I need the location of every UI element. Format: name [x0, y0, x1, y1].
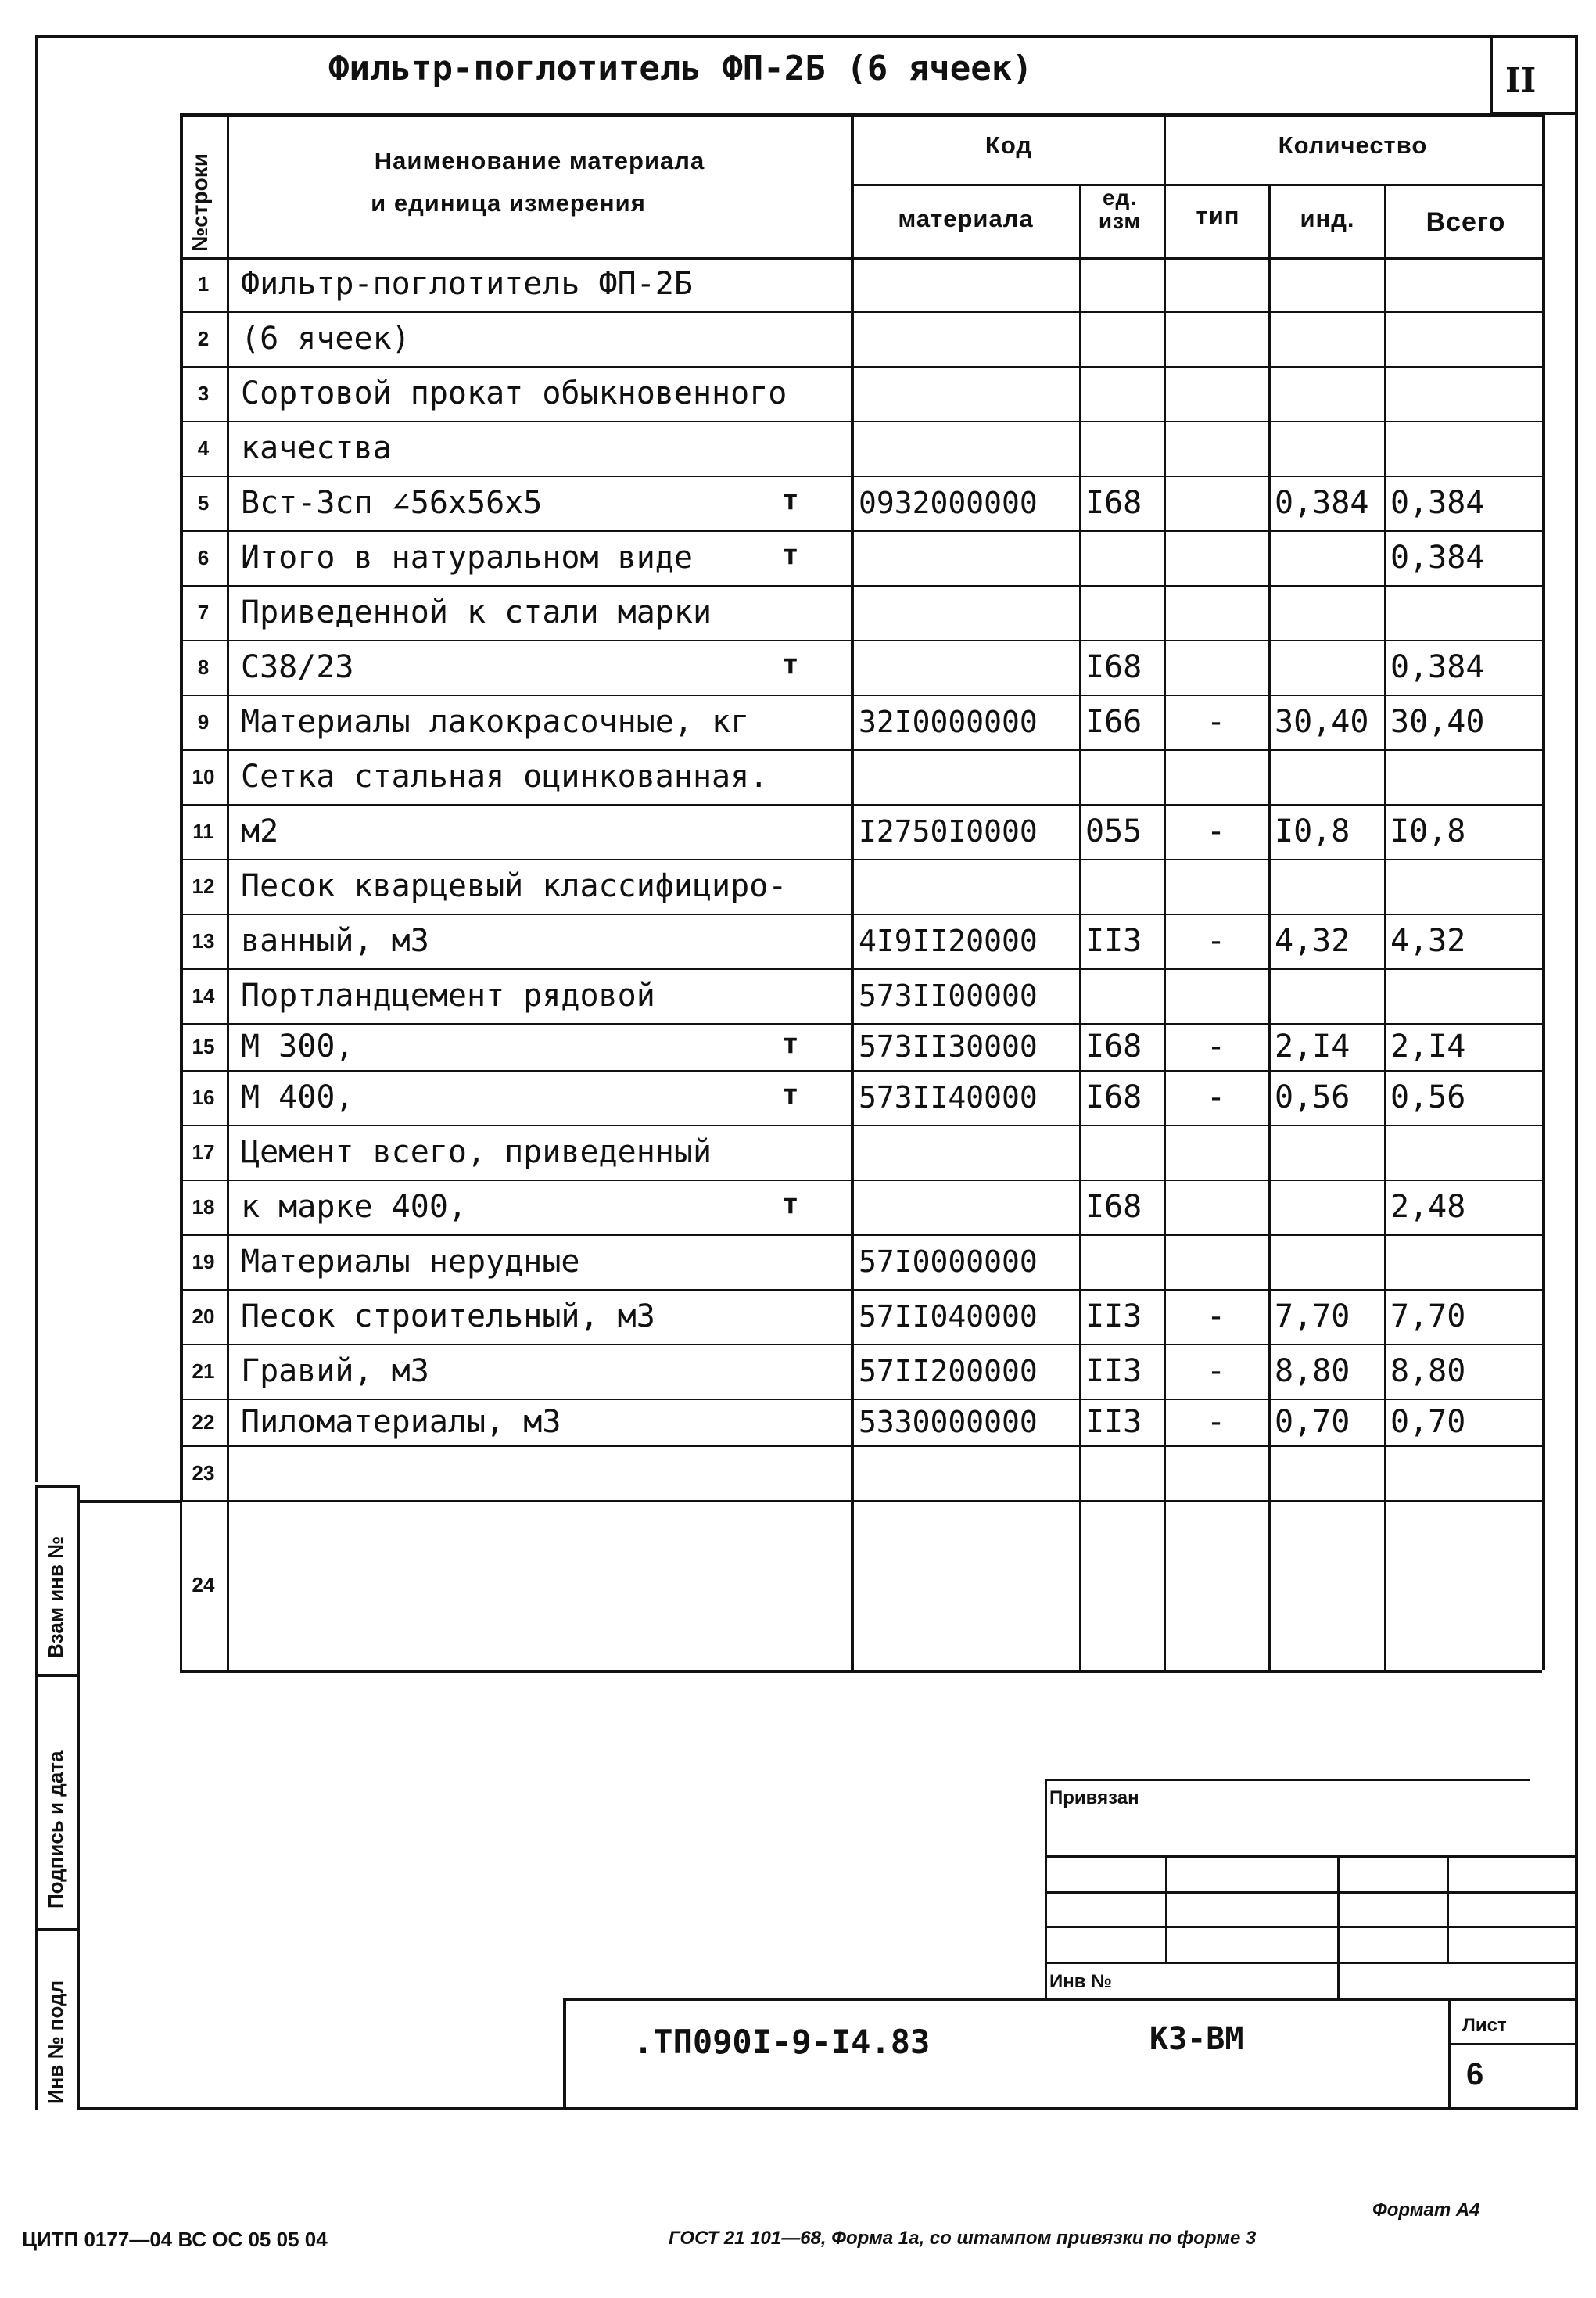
- material-code: [851, 640, 1079, 695]
- unit-label: т: [782, 648, 799, 680]
- unit-label: т: [782, 539, 799, 571]
- row-number: 22: [192, 1409, 215, 1434]
- material-name: Вст-3сп ∠56х56х5: [241, 485, 543, 521]
- margin-sep-2: [35, 1928, 80, 1931]
- quantity-ind: 8,80: [1275, 1353, 1350, 1389]
- quantity-total: 0,384: [1390, 540, 1485, 576]
- quantity-type: [1164, 530, 1268, 585]
- header-code-material: материала: [898, 205, 1034, 232]
- quantity-type: [1164, 1180, 1268, 1234]
- quantity-ind: [1268, 257, 1384, 311]
- material-name: ванный, м3: [241, 923, 429, 959]
- row-number: 16: [192, 1085, 215, 1109]
- quantity-ind: 4,32: [1275, 923, 1350, 959]
- material-name: Гравий, м3: [241, 1353, 429, 1389]
- quantity-type: -: [1206, 813, 1226, 849]
- row-number: 11: [192, 819, 214, 843]
- material-code: [851, 530, 1079, 585]
- quantity-type: [1164, 749, 1268, 804]
- quantity-type: [1164, 1125, 1268, 1180]
- material-name: Сетка стальная оцинкованная.: [241, 759, 769, 795]
- material-name: качества: [241, 430, 392, 466]
- material-name: к марке 400,: [241, 1189, 467, 1225]
- quantity-ind: [1268, 749, 1384, 804]
- quantity-ind: 0,56: [1275, 1079, 1350, 1115]
- stamp-list-label: Лист: [1462, 2015, 1507, 2036]
- material-name: Приведенной к стали марки: [241, 594, 712, 630]
- row-number: 7: [197, 600, 210, 624]
- row-number: 5: [197, 490, 210, 515]
- frame-top: [35, 35, 1576, 38]
- unit-code: II3: [1085, 923, 1142, 959]
- unit-code: [1079, 421, 1164, 476]
- quantity-ind: [1268, 1500, 1384, 1670]
- quantity-total: 2,48: [1390, 1189, 1466, 1225]
- material-code: [851, 421, 1079, 476]
- grid-hline: [851, 184, 1542, 186]
- material-code: [851, 1125, 1079, 1180]
- grid-hline: [180, 113, 1542, 117]
- material-name: Материалы лакокрасочные, кг: [241, 704, 750, 740]
- header-type: тип: [1196, 202, 1240, 229]
- quantity-type: [1164, 421, 1268, 476]
- margin-sep-top: [35, 1485, 80, 1488]
- material-name: [227, 1445, 851, 1500]
- quantity-ind: [1268, 366, 1384, 421]
- quantity-ind: 0,70: [1275, 1404, 1350, 1440]
- quantity-type: -: [1206, 1353, 1226, 1389]
- footer-center: ГОСТ 21 101—68, Форма 1а, со штампом привязки по форме 3: [669, 2228, 1257, 2249]
- stamp-inv-no: Инв №: [1049, 1971, 1112, 1992]
- material-code: 57II200000: [859, 1354, 1038, 1388]
- material-code: 573II40000: [859, 1080, 1038, 1115]
- row-number: 15: [192, 1034, 215, 1058]
- quantity-ind: 0,384: [1275, 485, 1369, 521]
- unit-label: т: [782, 484, 799, 516]
- quantity-ind: [1268, 1125, 1384, 1180]
- frame-bottom: [77, 2107, 1578, 2110]
- quantity-total: I0,8: [1390, 813, 1466, 849]
- row-number: 23: [192, 1460, 215, 1485]
- quantity-type: -: [1206, 1404, 1226, 1440]
- grid-vline: [1542, 113, 1545, 1670]
- row-number: 1: [197, 271, 210, 296]
- quantity-total: [1384, 968, 1542, 1023]
- footer-left: ЦИТП 0177—04 ВС ОС 05 05 04: [22, 2228, 328, 2251]
- material-name: Итого в натуральном виде: [241, 540, 693, 576]
- quantity-type: -: [1206, 704, 1226, 740]
- row-number: 17: [192, 1140, 215, 1164]
- quantity-ind: 7,70: [1275, 1298, 1350, 1334]
- quantity-total: [1384, 1500, 1542, 1670]
- row-number: 8: [197, 655, 210, 679]
- quantity-type: [1164, 1234, 1268, 1289]
- unit-code: I68: [1085, 1029, 1142, 1065]
- footer-format: Формат А4: [1372, 2199, 1480, 2221]
- unit-code: [1079, 1500, 1164, 1670]
- material-name: Цемент всего, приведенный: [241, 1134, 712, 1170]
- quantity-total: [1384, 749, 1542, 804]
- row-number: 6: [197, 545, 210, 569]
- quantity-type: [1164, 859, 1268, 914]
- quantity-type: -: [1206, 1029, 1226, 1065]
- margin-strip-left: [35, 1485, 38, 2110]
- quantity-ind: 30,40: [1275, 704, 1369, 740]
- unit-code: I68: [1085, 1189, 1142, 1225]
- margin-strip-right: [77, 1485, 80, 2110]
- material-code: 57II040000: [859, 1299, 1038, 1334]
- unit-code: [1079, 1445, 1164, 1500]
- quantity-total: 2,I4: [1390, 1029, 1466, 1065]
- document-title: Фильтр-поглотитель ФП-2Б (6 ячеек): [328, 48, 1033, 88]
- quantity-total: [1384, 366, 1542, 421]
- material-code: [851, 1445, 1079, 1500]
- material-name: (6 ячеек): [241, 321, 411, 357]
- unit-code: I68: [1085, 649, 1142, 685]
- quantity-type: [1164, 311, 1268, 366]
- header-quantity: Количество: [1278, 131, 1428, 159]
- material-code: [851, 311, 1079, 366]
- header-code-unit: ед. изм: [1098, 185, 1142, 233]
- material-name: С38/23: [241, 649, 354, 685]
- row-number-header: №строки: [188, 153, 212, 252]
- material-name: Портландцемент рядовой: [241, 978, 655, 1014]
- material-code: [851, 1180, 1079, 1234]
- unit-label: т: [782, 1188, 799, 1220]
- unit-code: [1079, 749, 1164, 804]
- row-number: 9: [197, 709, 210, 734]
- quantity-ind: 2,I4: [1275, 1029, 1350, 1065]
- material-code: 5330000000: [859, 1405, 1038, 1439]
- header-ind: инд.: [1300, 205, 1355, 232]
- quantity-ind: [1268, 1234, 1384, 1289]
- quantity-type: [1164, 257, 1268, 311]
- quantity-type: [1164, 1500, 1268, 1670]
- sheet-number: II: [1505, 61, 1537, 99]
- quantity-type: [1164, 968, 1268, 1023]
- quantity-total: [1384, 257, 1542, 311]
- quantity-total: 0,56: [1390, 1079, 1466, 1115]
- header-name-line1: Наименование материала: [374, 147, 705, 174]
- material-code: 57I0000000: [859, 1244, 1038, 1279]
- unit-code: II3: [1085, 1298, 1142, 1334]
- row-number: 13: [192, 928, 215, 953]
- header-total: Всего: [1426, 207, 1506, 237]
- quantity-ind: [1268, 311, 1384, 366]
- material-code: [851, 257, 1079, 311]
- quantity-type: -: [1206, 1298, 1226, 1334]
- quantity-ind: [1268, 585, 1384, 640]
- header-name-line2: и единица измерения: [371, 189, 646, 217]
- stamp-doc-section: КЗ-ВМ: [1149, 2021, 1244, 2057]
- material-code: [851, 859, 1079, 914]
- quantity-total: 7,70: [1390, 1298, 1466, 1334]
- material-code: 32I0000000: [859, 705, 1038, 739]
- material-name: Материалы нерудные: [241, 1244, 580, 1280]
- quantity-total: 30,40: [1390, 704, 1485, 740]
- unit-code: II3: [1085, 1404, 1142, 1440]
- quantity-total: 0,70: [1390, 1404, 1466, 1440]
- material-name: Песок кварцевый классифициро-: [241, 868, 787, 904]
- unit-code: [1079, 585, 1164, 640]
- unit-code: [1079, 530, 1164, 585]
- margin-sep-1: [35, 1674, 80, 1677]
- material-code: 573II00000: [859, 978, 1038, 1013]
- unit-code: I68: [1085, 485, 1142, 521]
- material-name: М 300,: [241, 1029, 354, 1065]
- quantity-total: 8,80: [1390, 1353, 1466, 1389]
- material-name: Сортовой прокат обыкновенного: [241, 375, 787, 411]
- quantity-type: [1164, 1445, 1268, 1500]
- quantity-type: [1164, 585, 1268, 640]
- quantity-type: [1164, 640, 1268, 695]
- unit-code: [1079, 968, 1164, 1023]
- row-number: 4: [197, 436, 210, 460]
- unit-code: [1079, 366, 1164, 421]
- unit-label: т: [782, 1079, 799, 1111]
- margin-label-vzam: Взам инв №: [44, 1535, 67, 1658]
- quantity-total: [1384, 1445, 1542, 1500]
- quantity-total: 0,384: [1390, 649, 1485, 685]
- row-number: 12: [192, 874, 215, 898]
- stamp-privyazan: Привязан: [1049, 1787, 1139, 1808]
- row-number: 18: [192, 1194, 215, 1219]
- row-number: 2: [197, 326, 210, 350]
- quantity-type: [1164, 476, 1268, 530]
- material-name: м2: [241, 813, 279, 849]
- quantity-total: [1384, 1125, 1542, 1180]
- material-name: М 400,: [241, 1079, 354, 1115]
- frame-right: [1575, 35, 1578, 2108]
- unit-code: II3: [1085, 1353, 1142, 1389]
- quantity-type: -: [1206, 1079, 1226, 1115]
- material-code: [851, 585, 1079, 640]
- frame-left: [35, 35, 38, 1482]
- quantity-total: [1384, 585, 1542, 640]
- unit-code: [1079, 1234, 1164, 1289]
- row-number: 21: [192, 1359, 215, 1383]
- unit-code: [1079, 257, 1164, 311]
- quantity-total: [1384, 421, 1542, 476]
- material-name: Фильтр-поглотитель ФП-2Б: [241, 266, 693, 302]
- material-code: [851, 1500, 1079, 1670]
- material-code: [851, 366, 1079, 421]
- header-code: Код: [984, 131, 1033, 159]
- unit-code: [1079, 311, 1164, 366]
- quantity-ind: [1268, 640, 1384, 695]
- quantity-ind: [1268, 1180, 1384, 1234]
- quantity-total: 0,384: [1390, 485, 1485, 521]
- row-number: 24: [192, 1573, 215, 1596]
- quantity-ind: [1268, 421, 1384, 476]
- quantity-ind: [1268, 968, 1384, 1023]
- material-name: Песок строительный, м3: [241, 1298, 655, 1334]
- margin-label-podpis: Подпись и дата: [44, 1750, 67, 1908]
- material-name: Пиломатериалы, м3: [241, 1404, 561, 1440]
- material-code: 573II30000: [859, 1029, 1038, 1064]
- quantity-total: [1384, 311, 1542, 366]
- material-code: I2750I0000: [859, 814, 1038, 849]
- unit-code: I66: [1085, 704, 1142, 740]
- row-number: 10: [192, 764, 215, 788]
- row-number: 3: [197, 381, 210, 405]
- quantity-type: -: [1206, 923, 1226, 959]
- quantity-ind: [1268, 859, 1384, 914]
- sheet-box-left: [1490, 35, 1493, 113]
- row-number: 20: [192, 1304, 215, 1328]
- quantity-total: 4,32: [1390, 923, 1466, 959]
- material-code: [851, 749, 1079, 804]
- unit-label: т: [782, 1028, 799, 1060]
- stamp-doc-code: .ТП090I-9-I4.83: [633, 2023, 931, 2061]
- material-name: [227, 1500, 851, 1670]
- material-code: 0932000000: [859, 486, 1038, 520]
- material-code: 4I9II20000: [859, 924, 1038, 958]
- quantity-ind: [1268, 530, 1384, 585]
- unit-code: 055: [1085, 813, 1142, 849]
- grid-hline: [180, 1670, 1542, 1673]
- grid-hline: [77, 1500, 180, 1503]
- quantity-ind: [1268, 1445, 1384, 1500]
- margin-label-inv-podl: Инв № подл: [44, 1980, 67, 2104]
- unit-code: [1079, 1125, 1164, 1180]
- unit-code: I68: [1085, 1079, 1142, 1115]
- quantity-total: [1384, 859, 1542, 914]
- quantity-total: [1384, 1234, 1542, 1289]
- row-number: 14: [192, 983, 215, 1007]
- row-number: 19: [192, 1249, 215, 1273]
- quantity-ind: I0,8: [1275, 813, 1350, 849]
- unit-code: [1079, 859, 1164, 914]
- quantity-type: [1164, 366, 1268, 421]
- stamp-list-number: 6: [1466, 2057, 1484, 2092]
